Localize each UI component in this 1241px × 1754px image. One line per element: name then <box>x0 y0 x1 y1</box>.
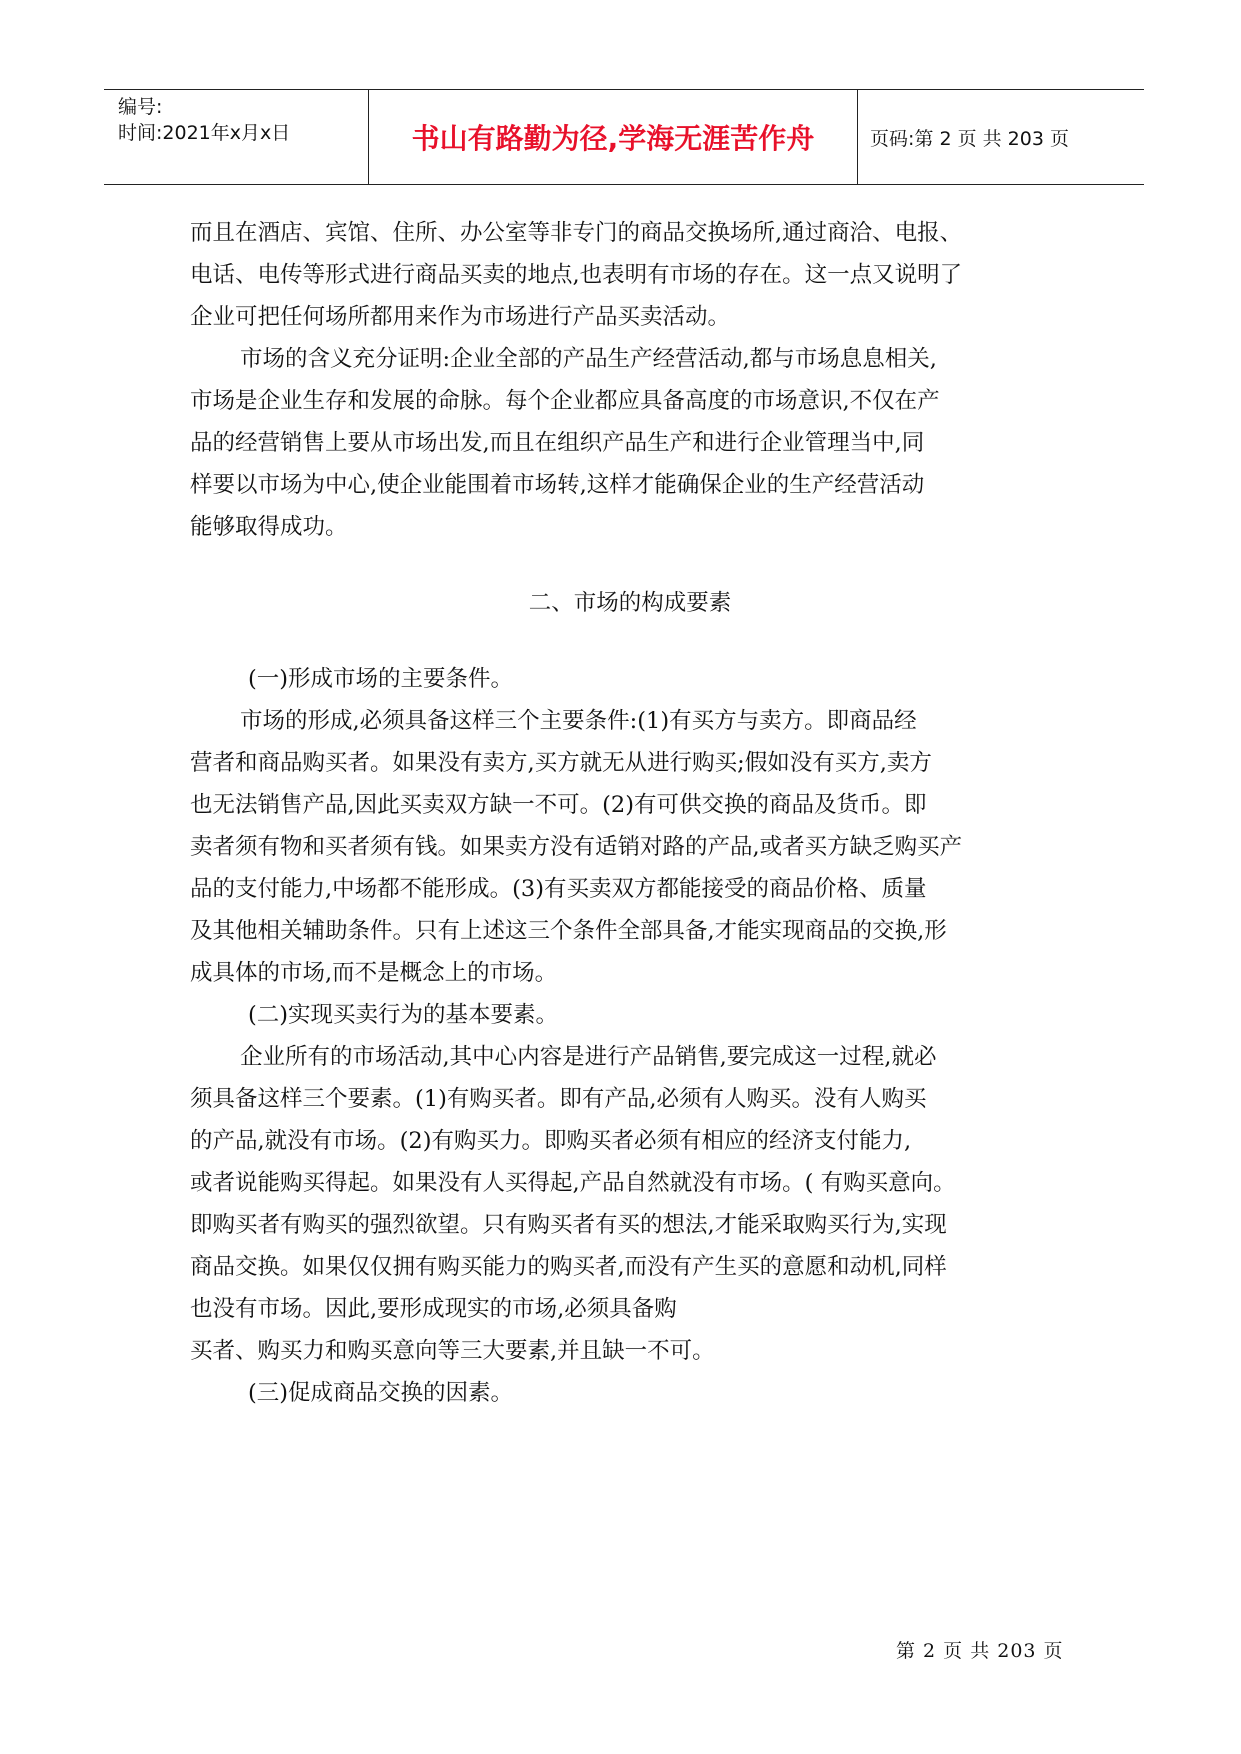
paragraph-2 <box>190 338 1070 548</box>
number-label: 编号: <box>118 96 163 118</box>
page-header <box>104 89 1144 185</box>
text-line: 也没有市场。因此,要形成现实的市场,必须具备购 <box>190 1296 677 1322</box>
page-footer: 第 2 页 共 203 页 <box>896 1640 1064 1662</box>
text-line: 而且在酒店、宾馆、住所、办公室等非专门的商品交换场所,通过商洽、电报、 <box>190 220 963 246</box>
text-line: 即购买者有购买的强烈欲望。只有购买者有买的想法,才能采取购买行为,实现 <box>190 1212 947 1238</box>
document-body <box>190 212 1070 1414</box>
paragraph-4 <box>190 1036 1070 1372</box>
text-line: 市场的形成,必须具备这样三个主要条件:(1)有买方与卖方。即商品经 <box>240 708 917 734</box>
text-line: 或者说能购买得起。如果没有人买得起,产品自然就没有市场。( 有购买意向。 <box>190 1170 956 1196</box>
text-line: 的产品,就没有市场。(2)有购买力。即购买者必须有相应的经济支付能力, <box>190 1128 912 1154</box>
text-line: 卖者须有物和买者须有钱。如果卖方没有适销对路的产品,或者买方缺乏购买产 <box>190 834 963 860</box>
text-line: 样要以市场为中心,使企业能围着市场转,这样才能确保企业的生产经营活动 <box>190 472 925 498</box>
subsection-heading-3: (三)促成商品交换的因素。 <box>248 1380 514 1406</box>
text-line: 也无法销售产品,因此买卖双方缺一不可。(2)有可供交换的商品及货币。即 <box>190 792 927 818</box>
text-line: 企业可把任何场所都用来作为市场进行产品买卖活动。 <box>190 304 731 330</box>
text-line: 买者、购买力和购买意向等三大要素,并且缺一不可。 <box>190 1338 715 1364</box>
section-heading: 二、市场的构成要素 <box>528 590 732 616</box>
subsection-heading-1: (一)形成市场的主要条件。 <box>248 666 514 692</box>
header-page-info: 页码:第 2 页 共 203 页 <box>870 127 1069 150</box>
text-line: 市场是企业生存和发展的命脉。每个企业都应具备高度的市场意识,不仅在产 <box>190 388 940 414</box>
subsection-heading-2: (二)实现买卖行为的基本要素。 <box>248 1002 559 1028</box>
text-line: 营者和商品购买者。如果没有卖方,买方就无从进行购买;假如没有买方,卖方 <box>190 750 932 776</box>
time-label: 时间:2021年x月x日 <box>118 122 291 144</box>
header-divider <box>857 90 858 184</box>
paragraph-1 <box>190 212 1070 338</box>
text-line: 电话、电传等形式进行商品买卖的地点,也表明有市场的存在。这一点又说明了 <box>190 262 963 288</box>
text-line: 品的经营销售上要从市场出发,而且在组织产品生产和进行企业管理当中,同 <box>190 430 925 456</box>
paragraph-3 <box>190 700 1070 994</box>
text-line: 企业所有的市场活动,其中心内容是进行产品销售,要完成这一过程,就必 <box>240 1044 937 1070</box>
text-line: 及其他相关辅助条件。只有上述这三个条件全部具备,才能实现商品的交换,形 <box>190 918 947 944</box>
text-line: 商品交换。如果仅仅拥有购买能力的购买者,而没有产生买的意愿和动机,同样 <box>190 1254 947 1280</box>
text-line: 能够取得成功。 <box>190 514 348 540</box>
text-line: 品的支付能力,中场都不能形成。(3)有买卖双方都能接受的商品价格、质量 <box>190 876 927 902</box>
text-line: 市场的含义充分证明:企业全部的产品生产经营活动,都与市场息息相关, <box>240 346 937 372</box>
text-line: 成具体的市场,而不是概念上的市场。 <box>190 960 558 986</box>
text-line: 须具备这样三个要素。(1)有购买者。即有产品,必须有人购买。没有人购买 <box>190 1086 927 1112</box>
header-motto: 书山有路勤为径,学海无涯苦作舟 <box>411 122 815 155</box>
header-meta <box>118 94 368 146</box>
